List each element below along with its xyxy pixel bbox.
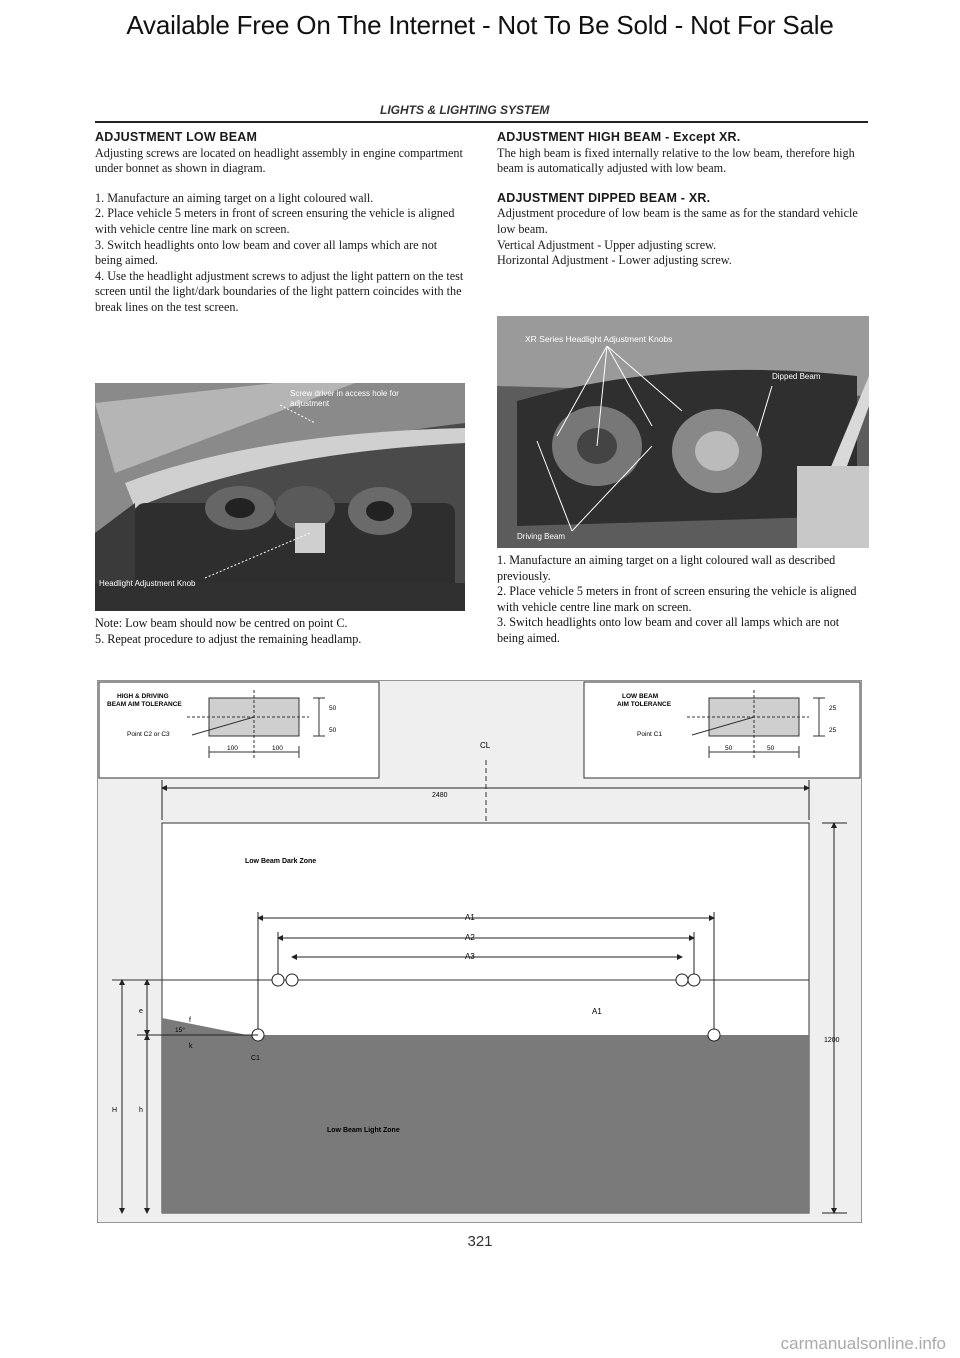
hd-h2: 100 — [272, 745, 283, 752]
hd-point-label: Point C2 or C3 — [127, 731, 170, 738]
xr-label-driving-beam: Driving Beam — [517, 532, 566, 541]
low-beam-step-3: 3. Switch headlights onto low beam and cover all lamps which are not being aimed. — [95, 237, 438, 268]
footer-watermark: carmanualsonline.info — [780, 1334, 946, 1353]
low-beam-intro: Adjusting screws are located on headlight assembly in engine compartment under bonnet as shown in diagram. — [95, 145, 463, 176]
centre-line-label: CL — [480, 741, 491, 750]
right-column — [497, 130, 869, 269]
hd-v1: 50 — [329, 705, 337, 712]
xr-steps — [497, 553, 869, 647]
vertical-adjustment: Vertical Adjustment - Upper adjusting screw. — [497, 237, 717, 252]
lamp-centre-marker — [688, 974, 700, 986]
light-zone-area — [162, 1018, 809, 1213]
xr-photo-title: XR Series Headlight Adjustment Knobs — [525, 334, 673, 344]
lb-title-2: AIM TOLERANCE — [617, 701, 672, 708]
lb-point-label: Point C1 — [637, 731, 662, 738]
xr-step-3: 3. Switch headlights onto low beam and cover all lamps which are not being aimed. — [497, 615, 840, 645]
a3-label: A3 — [465, 952, 475, 961]
heading-low-beam: ADJUSTMENT LOW BEAM — [95, 130, 258, 144]
light-zone-label: Low Beam Light Zone — [327, 1127, 400, 1134]
xr-step-1: 1. Manufacture an aiming target on a light coloured wall as described previously. — [497, 553, 836, 583]
xr-step-2: 2. Place vehicle 5 meters in front of screen ensuring the vehicle is aligned with vehicle centre line mark on screen. — [497, 584, 857, 614]
aiming-diagram-svg — [97, 680, 862, 1223]
lamp-centre-marker — [286, 974, 298, 986]
a1-label: A1 — [465, 913, 475, 922]
lb-title-1: LOW BEAM — [622, 693, 659, 700]
lb-v2: 25 — [829, 727, 837, 734]
horizontal-adjustment: Horizontal Adjustment - Lower adjusting screw. — [497, 253, 732, 268]
photo-caption-screwdriver: Screw driver in access hole for adjustment — [290, 389, 399, 408]
lb-v1: 25 — [829, 705, 837, 712]
lb-h2: 50 — [767, 745, 775, 752]
lamp-centre-marker — [676, 974, 688, 986]
angle-label: 15° — [175, 1027, 185, 1034]
lb-h1: 50 — [725, 745, 733, 752]
height-label: 1200 — [824, 1037, 840, 1044]
dipped-beam-text: Adjustment procedure of low beam is the same as for the standard vehicle low beam. — [497, 206, 858, 236]
heading-dipped-beam: ADJUSTMENT DIPPED BEAM - XR. — [497, 190, 711, 205]
hd-h1: 100 — [227, 745, 238, 752]
aiming-screen-diagram — [97, 680, 862, 1223]
a1-right-label: A1 — [592, 1007, 602, 1016]
running-header: LIGHTS & LIGHTING SYSTEM — [380, 103, 550, 117]
xr-photo-drawing — [497, 316, 869, 548]
low-beam-note: Note: Low beam should now be centred on point C. — [95, 616, 348, 630]
header-rule — [95, 121, 868, 123]
e-label: e — [139, 1008, 143, 1015]
headlight-photo-xr — [497, 316, 869, 548]
width-label: 2480 — [432, 792, 448, 799]
heading-high-beam: ADJUSTMENT HIGH BEAM - Except XR. — [497, 130, 741, 144]
f-label: f — [189, 1017, 191, 1024]
low-beam-step-2: 2. Place vehicle 5 meters in front of screen ensuring the vehicle is aligned with vehicle centre line mark on screen. — [95, 206, 455, 236]
c1-label: C1 — [251, 1055, 260, 1062]
headlight-photo-drawing — [95, 383, 465, 611]
high-beam-text: The high beam is fixed internally relative to the low beam, therefore high beam is automatically adjusted with low beam. — [497, 145, 855, 176]
photo-caption-adjustment-knob: Headlight Adjustment Knob — [99, 579, 196, 588]
low-beam-step-1: 1. Manufacture an aiming target on a light coloured wall. — [95, 190, 374, 205]
lamp-centre-marker — [272, 974, 284, 986]
H-label: H — [112, 1107, 118, 1114]
h-label: h — [139, 1107, 143, 1114]
left-column — [95, 130, 467, 316]
low-beam-step-5: 5. Repeat procedure to adjust the remaining headlamp. — [95, 631, 362, 646]
watermark-banner: Available Free On The Internet - Not To Be Sold - Not For Sale — [126, 10, 834, 40]
point-c1-marker — [708, 1029, 720, 1041]
a2-label: A2 — [465, 933, 475, 942]
page-number: 321 — [467, 1233, 493, 1250]
low-beam-step-4: 4. Use the headlight adjustment screws to adjust the light pattern on the test screen until the light/dark boundaries of the light pattern coincides with the break lines on the test screen. — [95, 268, 464, 314]
low-beam-note-block — [95, 616, 467, 647]
hd-title-1: HIGH & DRIVING — [117, 693, 169, 700]
hd-v2: 50 — [329, 727, 337, 734]
hd-title-2: BEAM AIM TOLERANCE — [107, 701, 182, 708]
xr-label-dipped-beam: Dipped Beam — [772, 372, 821, 381]
dark-zone-label: Low Beam Dark Zone — [245, 858, 317, 865]
k-label: k — [189, 1043, 193, 1050]
headlight-photo-low-beam — [95, 383, 465, 611]
